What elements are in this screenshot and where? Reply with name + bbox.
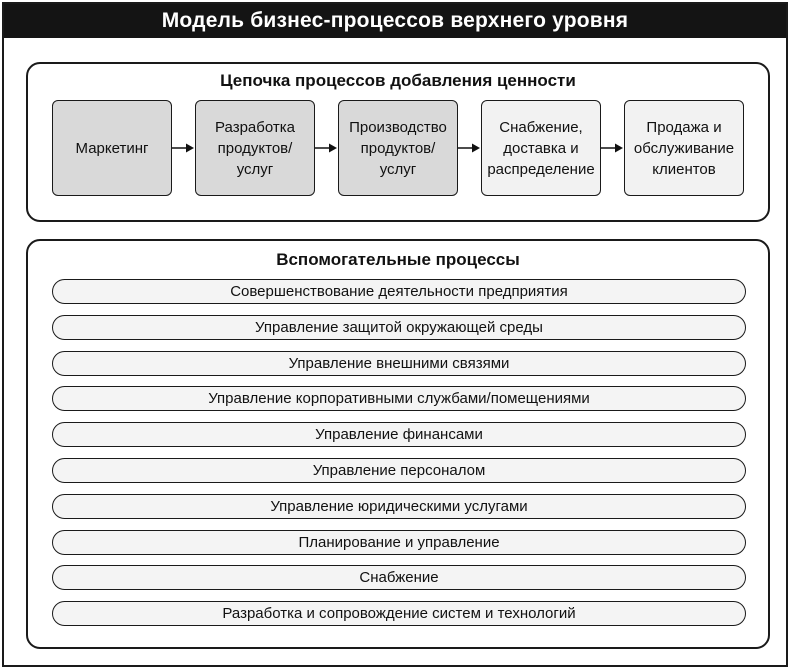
support-panel: [26, 239, 770, 649]
step-sales-service: Продажа и обслуживание клиентов: [624, 100, 744, 196]
support-item: Совершенствование деятельности предприятия: [52, 279, 746, 304]
support-item: Управление персоналом: [52, 458, 746, 483]
value-chain-row: [52, 100, 744, 196]
step-marketing: Маркетинг: [52, 100, 172, 196]
support-item: Управление финансами: [52, 422, 746, 447]
support-item: Планирование и управление: [52, 530, 746, 555]
value-chain-heading: Цепочка процессов добавления ценности: [220, 71, 576, 90]
diagram-title: Модель бизнес-процессов верхнего уровня: [161, 9, 629, 32]
support-item: Разработка и сопровождение систем и технологий: [52, 601, 746, 626]
value-chain-panel: [26, 62, 770, 222]
support-item: Управление защитой окружающей среды: [52, 315, 746, 340]
step-supply-delivery: Снабжение, доставка и распределение: [481, 100, 601, 196]
support-item: Управление внешними связями: [52, 351, 746, 376]
support-item: Управление юридическими услугами: [52, 494, 746, 519]
arrow-right-icon: [601, 100, 624, 196]
support-item: Снабжение: [52, 565, 746, 590]
step-production: Производство продуктов/ услуг: [338, 100, 458, 196]
arrow-right-icon: [458, 100, 481, 196]
support-list: [52, 279, 746, 637]
arrow-right-icon: [315, 100, 338, 196]
support-heading: Вспомогательные процессы: [276, 250, 520, 269]
diagram-frame: [2, 2, 788, 667]
step-product-development: Разработка продуктов/ услуг: [195, 100, 315, 196]
arrow-right-icon: [172, 100, 195, 196]
title-bar: [4, 4, 786, 38]
support-item: Управление корпоративными службами/помещениями: [52, 386, 746, 411]
